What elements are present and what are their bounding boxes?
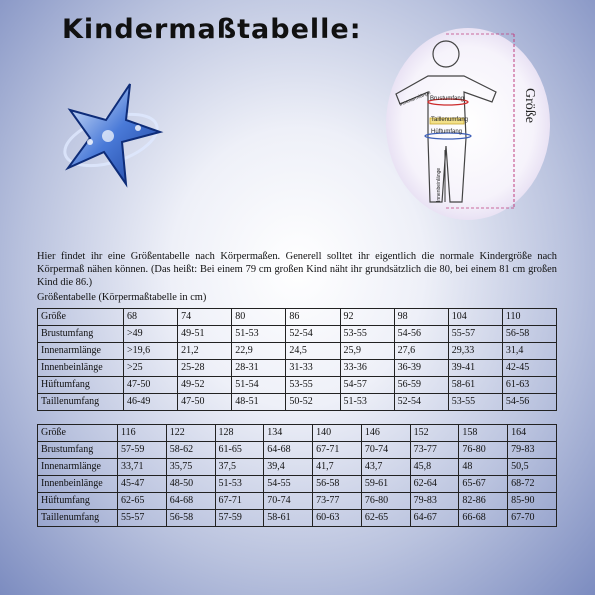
table-cell: 65-67 <box>459 476 508 493</box>
row-label-cell: Brustumfang <box>38 442 118 459</box>
table-row <box>38 309 557 326</box>
table-cell: 55-57 <box>448 326 502 343</box>
table-cell: 56-58 <box>313 476 362 493</box>
table-row <box>38 425 557 442</box>
table-cell: 92 <box>340 309 394 326</box>
table-cell: 53-55 <box>448 394 502 411</box>
table-cell: 64-68 <box>166 493 215 510</box>
table-cell: 67-71 <box>313 442 362 459</box>
table-cell: 27,6 <box>394 343 448 360</box>
table-cell: 67-70 <box>508 510 557 527</box>
table-cell: 58-61 <box>448 377 502 394</box>
table-row <box>38 510 557 527</box>
table-cell: 21,2 <box>178 343 232 360</box>
table-cell: 47-50 <box>124 377 178 394</box>
table-cell: 33-36 <box>340 360 394 377</box>
table-cell: 48-50 <box>166 476 215 493</box>
table-cell: 146 <box>361 425 410 442</box>
table-cell: 52-54 <box>394 394 448 411</box>
table-cell: 49-51 <box>178 326 232 343</box>
size-table-2 <box>37 424 557 527</box>
table-cell: 51-53 <box>340 394 394 411</box>
table-cell: 61-65 <box>215 442 264 459</box>
table-cell: 31-33 <box>286 360 340 377</box>
table-cell: >49 <box>124 326 178 343</box>
table-cell: 56-58 <box>502 326 556 343</box>
table-cell: 62-65 <box>361 510 410 527</box>
table-cell: 33,71 <box>118 459 167 476</box>
table-cell: 73-77 <box>313 493 362 510</box>
table-cell: 48 <box>459 459 508 476</box>
table-row <box>38 326 557 343</box>
table-cell: 52-54 <box>286 326 340 343</box>
table-cell: 36-39 <box>394 360 448 377</box>
row-label-cell: Innenarmlänge <box>38 459 118 476</box>
table-cell: 76-80 <box>361 493 410 510</box>
table-cell: 80 <box>232 309 286 326</box>
table-cell: 43,7 <box>361 459 410 476</box>
table-row <box>38 394 557 411</box>
table-cell: 57-59 <box>118 442 167 459</box>
table-cell: 41,7 <box>313 459 362 476</box>
table-cell: 66-68 <box>459 510 508 527</box>
row-label-cell: Innenbeinlänge <box>38 476 118 493</box>
table-cell: 50,5 <box>508 459 557 476</box>
table-cell: 51-53 <box>232 326 286 343</box>
star-logo-icon <box>56 80 171 190</box>
table-cell: 35,75 <box>166 459 215 476</box>
row-label-cell: Größe <box>38 309 124 326</box>
table-row <box>38 459 557 476</box>
table-cell: 46-49 <box>124 394 178 411</box>
table-cell: 86 <box>286 309 340 326</box>
table-cell: 85-90 <box>508 493 557 510</box>
table-cell: 140 <box>313 425 362 442</box>
row-label-cell: Brustumfang <box>38 326 124 343</box>
table-cell: 28-31 <box>232 360 286 377</box>
table-cell: 68 <box>124 309 178 326</box>
table-cell: 54-56 <box>502 394 556 411</box>
table-cell: 73-77 <box>410 442 459 459</box>
figure-label-waist: Taillenumfang <box>431 117 469 123</box>
table-cell: 50-52 <box>286 394 340 411</box>
table-cell: 61-63 <box>502 377 556 394</box>
table-cell: 54-57 <box>340 377 394 394</box>
row-label-cell: Taillenumfang <box>38 510 118 527</box>
row-label-cell: Hüftumfang <box>38 493 118 510</box>
table-cell: 64-67 <box>410 510 459 527</box>
table-row <box>38 493 557 510</box>
table-cell: 24,5 <box>286 343 340 360</box>
figure-label-height: Größe <box>522 88 537 123</box>
table-cell: 25,9 <box>340 343 394 360</box>
figure-label-leg: Innenbeinlänge <box>436 167 442 202</box>
figure-label-hip: Hüftumfang <box>431 129 463 135</box>
table-cell: 64-68 <box>264 442 313 459</box>
table-cell: 45-47 <box>118 476 167 493</box>
table-cell: 60-63 <box>313 510 362 527</box>
table-row <box>38 476 557 493</box>
table-cell: 53-55 <box>340 326 394 343</box>
intro-paragraph: Hier findet ihr eine Größentabelle nach Körpermaßen. Generell solltet ihr eigentlich die normale Kindergröße nach Körpermaß nähen können. (Das heißt: Bei einem 79 cm großen Kind näht ihr grundsätzlich die 80, bei einem 81 cm großen Kind die 86.) <box>37 251 557 288</box>
table-cell: 74 <box>178 309 232 326</box>
table-cell: 70-74 <box>264 493 313 510</box>
table-row <box>38 442 557 459</box>
table-cell: 45,8 <box>410 459 459 476</box>
row-label-cell: Größe <box>38 425 118 442</box>
table-cell: 79-83 <box>508 442 557 459</box>
table-cell: 158 <box>459 425 508 442</box>
table-cell: 51-54 <box>232 377 286 394</box>
table-cell: 58-61 <box>264 510 313 527</box>
table-cell: 25-28 <box>178 360 232 377</box>
table-cell: >25 <box>124 360 178 377</box>
table-cell: 62-65 <box>118 493 167 510</box>
table-cell: 39,4 <box>264 459 313 476</box>
table-cell: >19,6 <box>124 343 178 360</box>
table-cell: 55-57 <box>118 510 167 527</box>
table-cell: 59-61 <box>361 476 410 493</box>
table-cell: 42-45 <box>502 360 556 377</box>
table-cell: 79-83 <box>410 493 459 510</box>
row-label-cell: Hüftumfang <box>38 377 124 394</box>
table-cell: 22,9 <box>232 343 286 360</box>
size-table-1 <box>37 308 557 411</box>
row-label-cell: Innenarmlänge <box>38 343 124 360</box>
table-cell: 49-52 <box>178 377 232 394</box>
table-caption: Größentabelle (Körpermaßtabelle in cm) <box>37 292 207 303</box>
table-cell: 82-86 <box>459 493 508 510</box>
table-cell: 58-62 <box>166 442 215 459</box>
table-cell: 104 <box>448 309 502 326</box>
table-cell: 76-80 <box>459 442 508 459</box>
table-cell: 56-58 <box>166 510 215 527</box>
measurement-figure <box>384 26 556 222</box>
table-cell: 57-59 <box>215 510 264 527</box>
table-cell: 98 <box>394 309 448 326</box>
table-cell: 68-72 <box>508 476 557 493</box>
row-label-cell: Taillenumfang <box>38 394 124 411</box>
table-cell: 134 <box>264 425 313 442</box>
table-cell: 116 <box>118 425 167 442</box>
table-cell: 128 <box>215 425 264 442</box>
table-row <box>38 343 557 360</box>
page-title: Kindermaßtabelle: <box>62 14 362 45</box>
table-cell: 152 <box>410 425 459 442</box>
table-cell: 56-59 <box>394 377 448 394</box>
table-cell: 70-74 <box>361 442 410 459</box>
table-cell: 51-53 <box>215 476 264 493</box>
table-cell: 37,5 <box>215 459 264 476</box>
table-cell: 122 <box>166 425 215 442</box>
figure-label-arm: Innenarmlänge <box>398 89 432 108</box>
table-cell: 29,33 <box>448 343 502 360</box>
table-row <box>38 377 557 394</box>
figure-label-chest: Brustumfang <box>430 96 465 102</box>
table-cell: 31,4 <box>502 343 556 360</box>
table-cell: 110 <box>502 309 556 326</box>
table-cell: 48-51 <box>232 394 286 411</box>
table-cell: 53-55 <box>286 377 340 394</box>
table-cell: 54-56 <box>394 326 448 343</box>
table-cell: 39-41 <box>448 360 502 377</box>
table-cell: 54-55 <box>264 476 313 493</box>
row-label-cell: Innenbeinlänge <box>38 360 124 377</box>
table-cell: 164 <box>508 425 557 442</box>
table-cell: 62-64 <box>410 476 459 493</box>
table-cell: 67-71 <box>215 493 264 510</box>
table-row <box>38 360 557 377</box>
table-cell: 47-50 <box>178 394 232 411</box>
